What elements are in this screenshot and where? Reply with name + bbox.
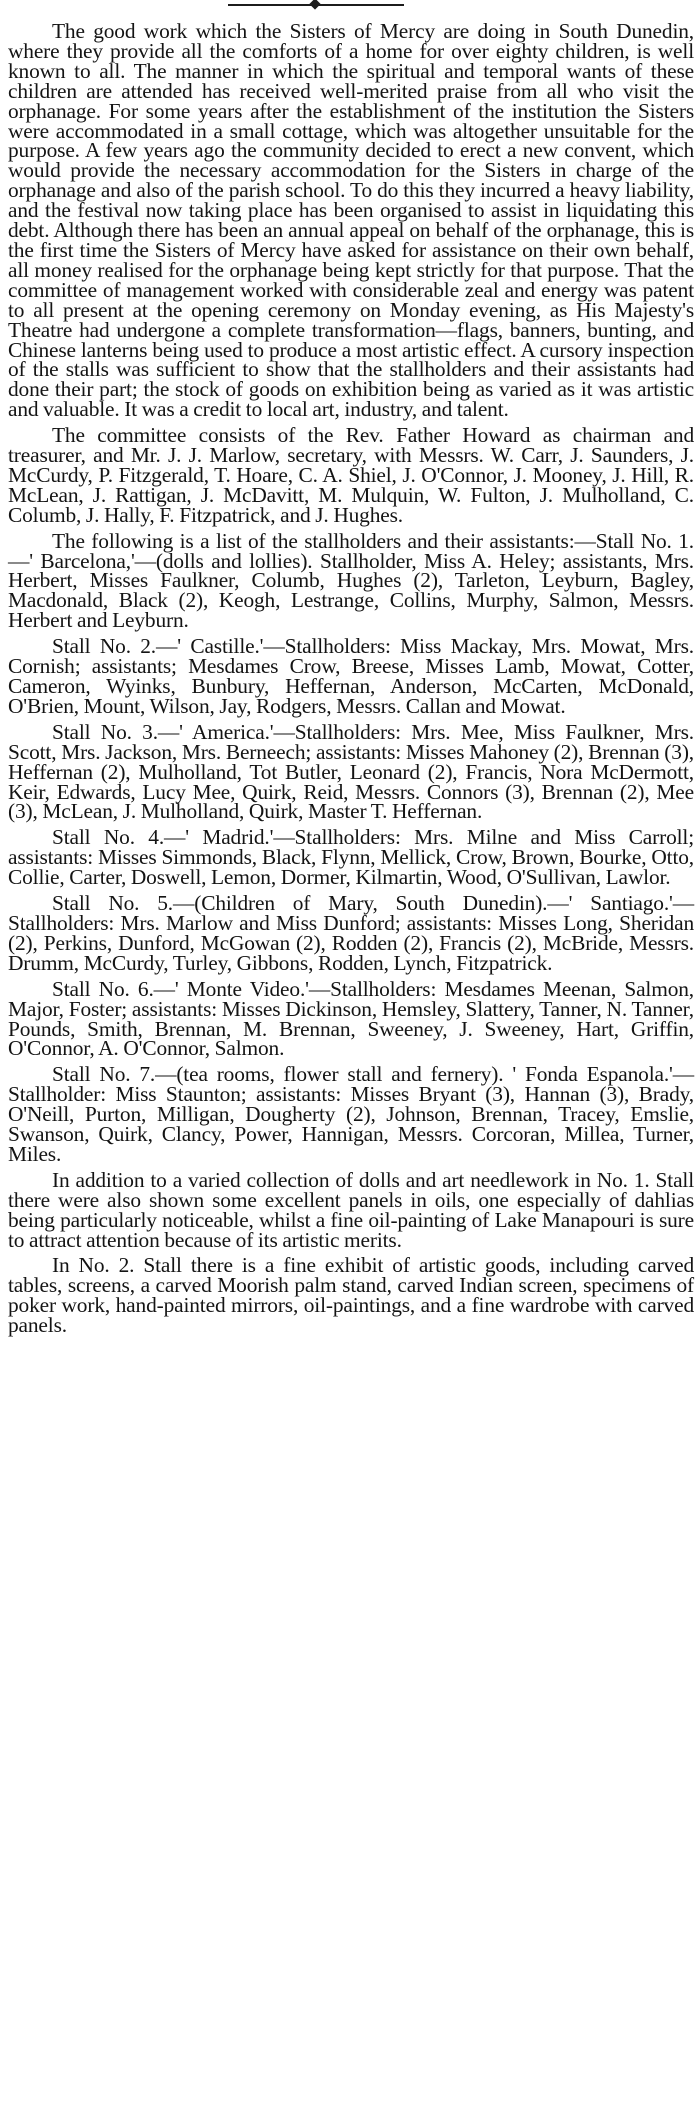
paragraph-exhibits-stall-1: In addition to a varied collection of dolls and art needlework in No. 1. Stall there were also shown some excellent panels in oils, one especially of dahlias being particularly noticeable, whilst a fine oil-painting of Lake Manapouri is sure to attract attention because of its artistic merits. <box>8 1167 694 1252</box>
paragraph-stall-6: Stall No. 6.—' Monte Video.'—Stallholders: Mesdames Meenan, Salmon, Major, Foster; assistants: Misses Dickinson, Hemsley, Slattery, Tanner, N. Tanner, Pounds, Smith, Brennan, M. Brennan, Sweeney, J. Sweeney, Hart, Griffin, O'Connor, A. O'Connor, Salmon. <box>8 976 694 1061</box>
paragraph-stall-2: Stall No. 2.—' Castille.'—Stallholders: Miss Mackay, Mrs. Mowat, Mrs. Cornish; assistants; Mesdames Crow, Breese, Misses Lamb, Mowat, Cotter, Cameron, Wyinks, Bunbury, Heffernan, Anderson, McCarten, McDonald, O'Brien, Mount, Wilson, Jay, Rodgers, Messrs. Callan and Mowat. <box>8 634 694 718</box>
paragraph-stall-3: Stall No. 3.—' America.'—Stallholders: Mrs. Mee, Miss Faulkner, Mrs. Scott, Mrs. Jackson, Mrs. Berneech; assistants: Misses Mahoney (2), Brennan (3), Heffernan (2), Mulholland, Tot Butler, Leonard (2), Francis, Nora McDermott, Keir, Edwards, Lucy Mee, Quirk, Reid, Messrs. Connors (3), Brennan (2), Mee (3), McLean, J. Mulholland, Quirk, Master T. Heffernan. <box>8 719 694 824</box>
paragraph-committee: The committee consists of the Rev. Father Howard as chairman and treasurer, and Mr. J. J. Marlow, secretary, with Messrs. W. Carr, J. Saunders, J. McCurdy, P. Fitzgerald, T. Hoare, C. A. Shiel, J. O'Connor, J. Mooney, J. Hill, R. McLean, J. Rattigan, J. McDavitt, M. Mulquin, W. Fulton, J. Mulholland, C. Columb, J. Hally, F. Fitzpatrick, and J. Hughes. <box>8 423 694 527</box>
article-column <box>8 19 694 1342</box>
paragraph-stall-1: The following is a list of the stallholders and their assistants:—Stall No. 1.—' Barcelona,'—(dolls and lollies). Stallholder, Miss A. Heley; assistants, Mrs. Herbert, Misses Faulkner, Columb, Hughes (2), Tarleton, Leyburn, Bagley, Macdonald, Black (2), Keogh, Lestrange, Collins, Murphy, Salmon, Messrs. Herbert and Leyburn. <box>8 528 694 633</box>
paragraph-exhibits-stall-2: In No. 2. Stall there is a fine exhibit of artistic goods, including carved tables, screens, a carved Moorish palm stand, carved Indian screen, specimens of poker work, hand-painted mirrors, oil-paintings, and a fine wardrobe with carved panels. <box>8 1253 694 1338</box>
paragraph-stall-4: Stall No. 4.—' Madrid.'—Stallholders: Mrs. Milne and Miss Carroll; assistants: Misses Simmonds, Black, Flynn, Mellick, Crow, Brown, Bourke, Otto, Collie, Carter, Doswell, Lemon, Dormer, Kilmartin, Wood, O'Sullivan, Lawlor. <box>8 825 694 890</box>
header-ornament <box>309 0 320 10</box>
paragraph-intro: The good work which the Sisters of Mercy are doing in South Dunedin, where they provide all the comforts of a home for over eighty children, is well known to all. The manner in which the spiritual and temporal wants of these children are attended has received well-merited praise from all who visit the orphanage. For some years after the establishment of the institution the Sisters were accommodated in a small cottage, which was altogether unsuitable for the purpose. A few years ago the community decided to erect a new convent, which would provide the necessary accommodation for the Sisters in charge of the orphanage and also of the parish school. To do this they incurred a heavy liability, and the festival now taking place has been organised to assist in liquidating this debt. Although there has been an annual appeal on behalf of the orphanage, this is the first time the Sisters of Mercy have asked for assistance on their own behalf, all money realised for the orphanage being kept strictly for that purpose. That the committee of management worked with considerable zeal and energy was patent to all present at the opening ceremony on Monday evening, as His Majesty's Theatre had undergone a complete transformation—flags, banners, bunting, and Chinese lanterns being used to produce a most artistic effect. A cursory inspection of the stalls was sufficient to show that the stallholders and their assistants had done their part; the stock of goods on exhibition being as varied as it was artistic and valuable. It was a credit to local art, industry, and talent. <box>8 19 694 422</box>
paragraph-stall-5: Stall No. 5.—(Children of Mary, South Dunedin).—' Santiago.'—Stallholders: Mrs. Marlow and Miss Dunford; assistants: Misses Long, Sheridan (2), Perkins, Dunford, McGowan (2), Rodden (2), Francis (2), McBride, Messrs. Drumm, McCurdy, Turley, Gibbons, Rodden, Lynch, Fitzpatrick. <box>8 891 694 975</box>
paragraph-stall-7: Stall No. 7.—(tea rooms, flower stall and fernery). ' Fonda Espanola.'—Stallholder: Miss Staunton; assistants: Misses Bryant (3), Hannan (3), Brady, O'Neill, Purton, Milligan, Dougherty (2), Johnson, Brennan, Tracey, Emslie, Swanson, Quirk, Clancy, Power, Hannigan, Messrs. Corcoran, Millea, Turner, Miles. <box>8 1062 694 1166</box>
